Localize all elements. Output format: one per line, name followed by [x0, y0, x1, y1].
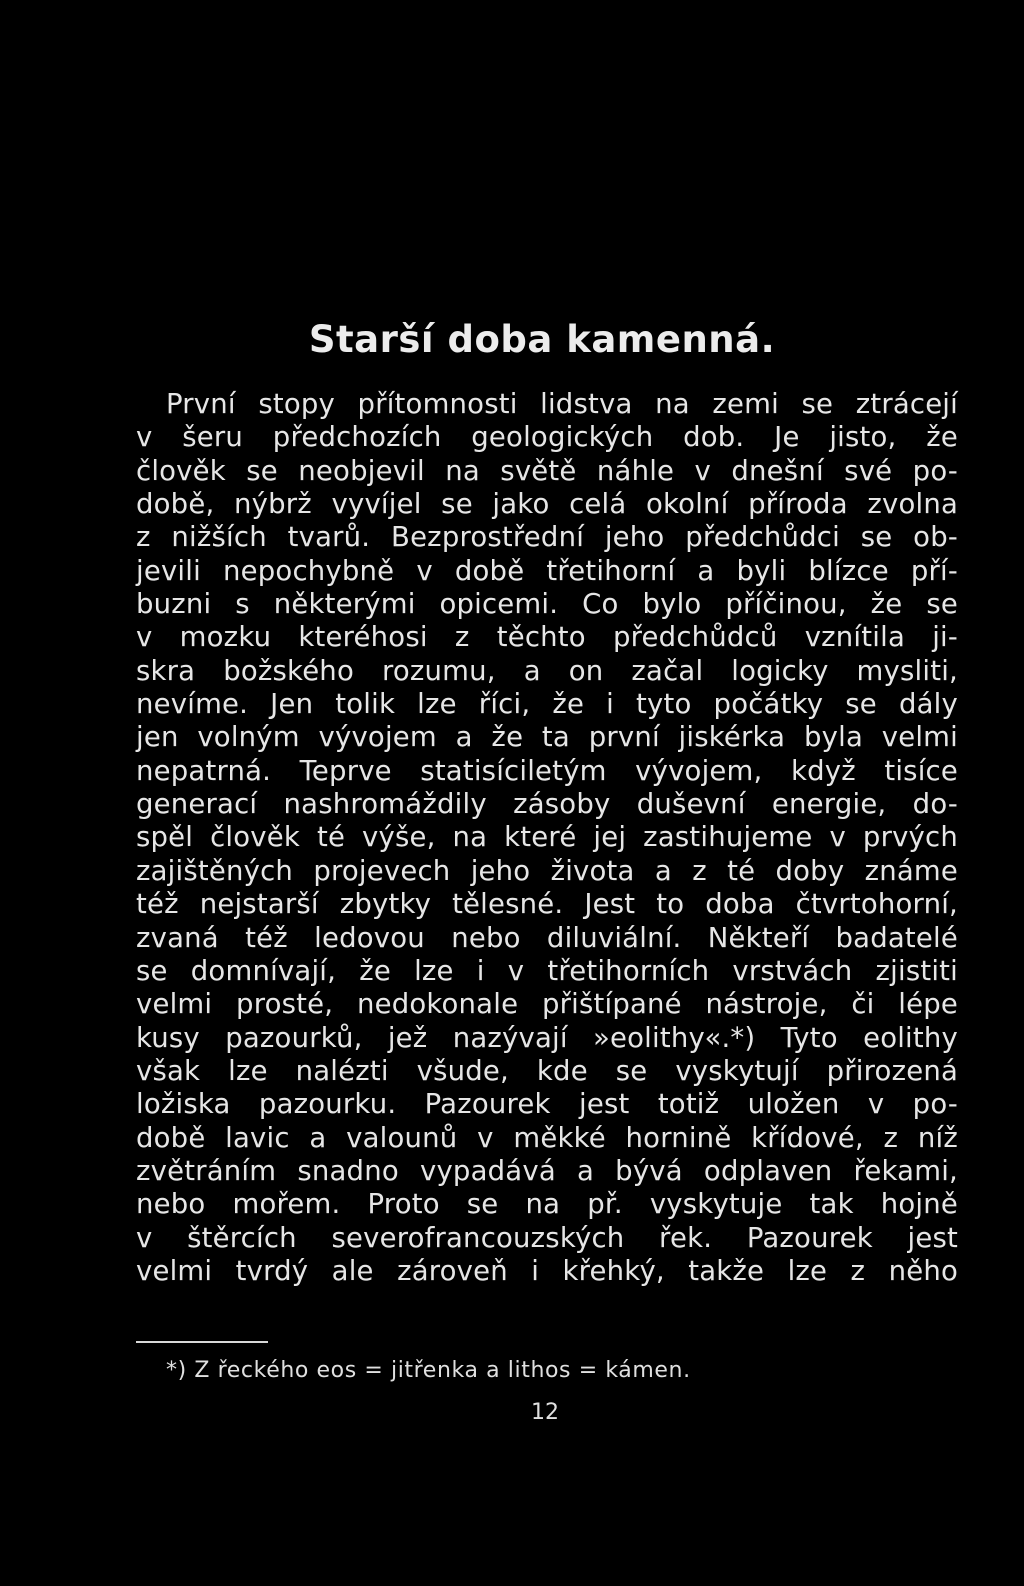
text-line: době lavic a valounů v měkké hornině křídové, z níž	[136, 1121, 958, 1154]
footnote-divider	[136, 1341, 268, 1343]
text-line: velmi prosté, nedokonale přištípané nástroje, či lépe	[136, 988, 958, 1021]
text-line: v šeru předchozích geologických dob. Je jisto, že	[136, 421, 958, 454]
text-line: ložiska pazourku. Pazourek jest totiž uložen v po-	[136, 1088, 958, 1121]
text-line: nebo mořem. Proto se na př. vyskytuje tak hojně	[136, 1188, 958, 1221]
text-line: z nižších tvarů. Bezprostřední jeho předchůdci se ob-	[136, 521, 958, 554]
text-line: velmi tvrdý ale zároveň i křehký, takže lze z něho	[136, 1254, 958, 1287]
text-line: též nejstarší zbytky tělesné. Jest to doba čtvrtohorní,	[136, 888, 958, 921]
text-line: nevíme. Jen tolik lze říci, že i tyto počátky se dály	[136, 688, 958, 721]
footnote: *) Z řeckého eos = jitřenka a lithos = kámen.	[166, 1358, 691, 1383]
text-line: se domnívají, že lze i v třetihorních vrstvách zjistiti	[136, 954, 958, 987]
text-line: kusy pazourků, jež nazývají »eolithy«.*) Tyto eolithy	[136, 1021, 958, 1054]
text-line: spěl člověk té výše, na které jej zastihujeme v prvých	[136, 821, 958, 854]
text-line: nepatrná. Teprve statisíciletým vývojem, když tisíce	[136, 754, 958, 787]
text-line: zvětráním snadno vypadává a bývá odplaven řekami,	[136, 1154, 958, 1187]
text-line: jevili nepochybně v době třetihorní a byli blízce pří-	[136, 554, 958, 587]
text-line: člověk se neobjevil na světě náhle v dnešní své po-	[136, 454, 958, 487]
text-line: zvaná též ledovou nebo diluviální. Někteří badatelé	[136, 921, 958, 954]
text-line: však lze nalézti všude, kde se vyskytují přirozená	[136, 1054, 958, 1087]
text-line: jen volným vývojem a že ta první jiskérka byla velmi	[136, 721, 958, 754]
text-line: zajištěných projevech jeho života a z té doby známe	[136, 854, 958, 887]
text-line: době, nýbrž vyvíjel se jako celá okolní příroda zvolna	[136, 488, 958, 521]
chapter-title: Starší doba kamenná.	[308, 318, 776, 361]
text-line: v mozku kteréhosi z těchto předchůdců vznítila ji-	[136, 621, 958, 654]
text-line: buzni s některými opicemi. Co bylo příčinou, že se	[136, 588, 958, 621]
text-line: generací nashromáždily zásoby duševní energie, do-	[136, 788, 958, 821]
body-paragraph	[136, 388, 958, 1288]
text-line: První stopy přítomnosti lidstva na zemi se ztrácejí	[166, 388, 958, 420]
text-line: skra božského rozumu, a on začal logicky mysliti,	[136, 654, 958, 687]
text-line: v štěrcích severofrancouzských řek. Pazourek jest	[136, 1221, 958, 1254]
page-number: 12	[531, 1400, 559, 1425]
